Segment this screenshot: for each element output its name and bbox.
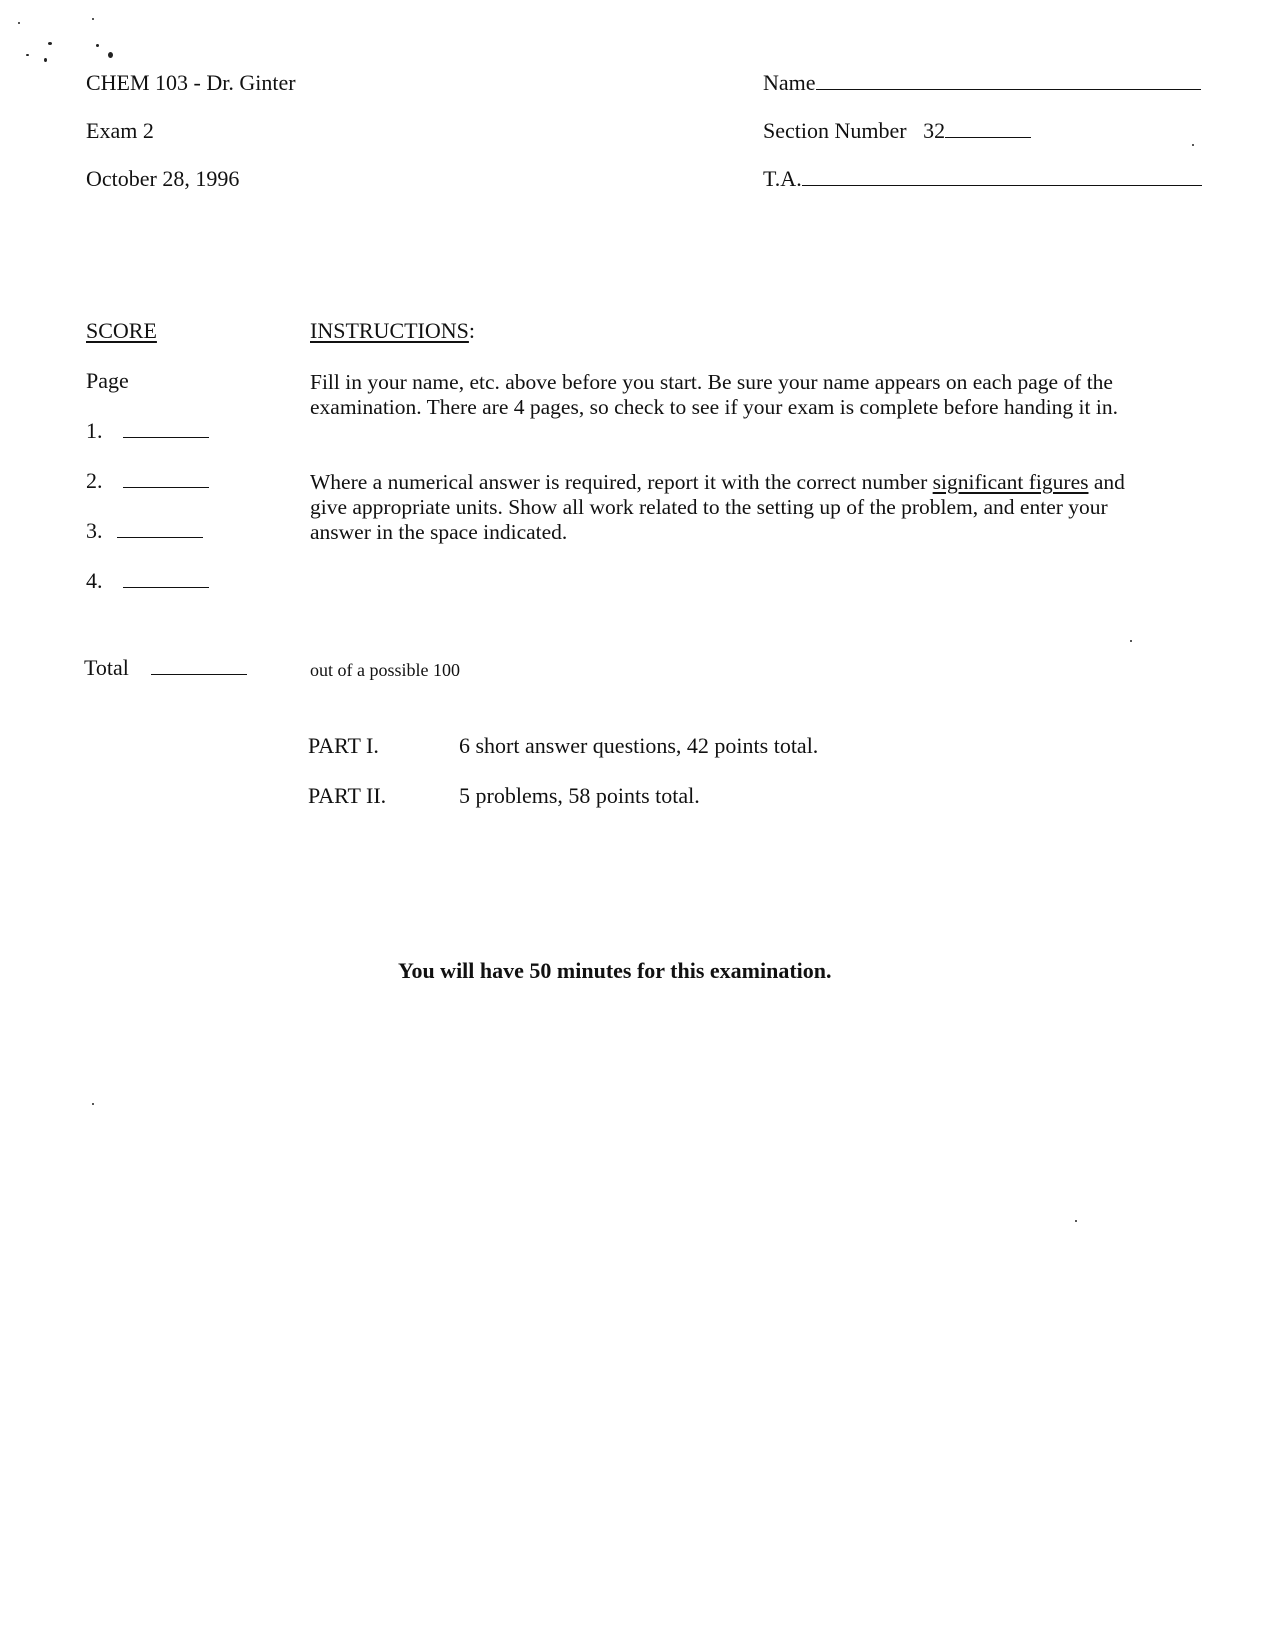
page-label: Page bbox=[86, 368, 129, 393]
ta-field[interactable] bbox=[763, 166, 1202, 192]
scan-speck bbox=[1130, 640, 1132, 642]
instructions-heading-colon: : bbox=[468, 318, 476, 343]
part-description: 6 short answer questions, 42 points total. bbox=[459, 733, 819, 758]
scan-speck bbox=[48, 42, 52, 45]
total-label: Total bbox=[84, 655, 129, 680]
part-description: 5 problems, 58 points total. bbox=[459, 783, 700, 808]
score-row-label: 1. bbox=[86, 418, 103, 443]
scan-speck bbox=[96, 44, 99, 47]
scan-speck bbox=[92, 1103, 94, 1105]
scan-speck bbox=[18, 22, 20, 24]
section-label: Section Number bbox=[763, 118, 907, 143]
scan-speck bbox=[26, 54, 29, 56]
total-row[interactable] bbox=[84, 655, 247, 681]
name-label: Name bbox=[763, 70, 816, 95]
part-label: PART I. bbox=[308, 733, 379, 758]
exam-date: October 28, 1996 bbox=[86, 166, 240, 191]
scan-speck bbox=[1192, 144, 1194, 146]
ta-label: T.A. bbox=[763, 166, 802, 191]
ta-blank[interactable] bbox=[802, 184, 1202, 186]
score-blank[interactable] bbox=[123, 586, 209, 588]
instructions-paragraph-1: Fill in your name, etc. above before you start. Be sure your name appears on each page of the examination. There are 4 pages, so check to see if your exam is complete before handing it in. bbox=[310, 370, 1118, 419]
course-title: CHEM 103 - Dr. Ginter bbox=[86, 70, 296, 95]
score-row-label: 4. bbox=[86, 568, 103, 593]
score-row[interactable] bbox=[86, 468, 209, 494]
significant-figures-underlined: significant figures bbox=[932, 470, 1089, 494]
section-blank[interactable] bbox=[945, 136, 1031, 138]
score-row-label: 2. bbox=[86, 468, 103, 493]
section-value: 32 bbox=[923, 118, 946, 143]
para2-before: Where a numerical answer is required, report it with the correct number bbox=[310, 470, 933, 494]
time-notice: You will have 50 minutes for this examination. bbox=[398, 958, 832, 983]
score-heading: SCORE bbox=[86, 318, 157, 343]
score-blank[interactable] bbox=[123, 486, 209, 488]
part-label: PART II. bbox=[308, 783, 387, 808]
score-row[interactable] bbox=[86, 518, 203, 544]
scan-speck bbox=[92, 18, 94, 20]
score-blank[interactable] bbox=[117, 536, 203, 538]
scan-speck bbox=[1075, 1220, 1077, 1222]
scan-speck bbox=[44, 58, 47, 62]
total-blank[interactable] bbox=[151, 673, 247, 675]
score-row-label: 3. bbox=[86, 518, 103, 543]
instructions-paragraph-2 bbox=[310, 470, 1140, 545]
total-note: out of a possible 100 bbox=[310, 660, 460, 680]
name-field[interactable] bbox=[763, 70, 1201, 96]
score-row[interactable] bbox=[86, 568, 209, 594]
para2-after: and give appropriate units. Show all work related to the setting up of the problem, and enter your answer in the space indicated. bbox=[310, 470, 1125, 544]
instructions-heading-text: INSTRUCTIONS bbox=[310, 318, 469, 343]
name-blank[interactable] bbox=[816, 88, 1201, 90]
instructions-heading bbox=[310, 318, 475, 344]
score-row[interactable] bbox=[86, 418, 209, 444]
section-field[interactable] bbox=[763, 118, 1031, 144]
scan-speck bbox=[108, 52, 113, 58]
exam-title: Exam 2 bbox=[86, 118, 154, 143]
score-blank[interactable] bbox=[123, 436, 209, 438]
